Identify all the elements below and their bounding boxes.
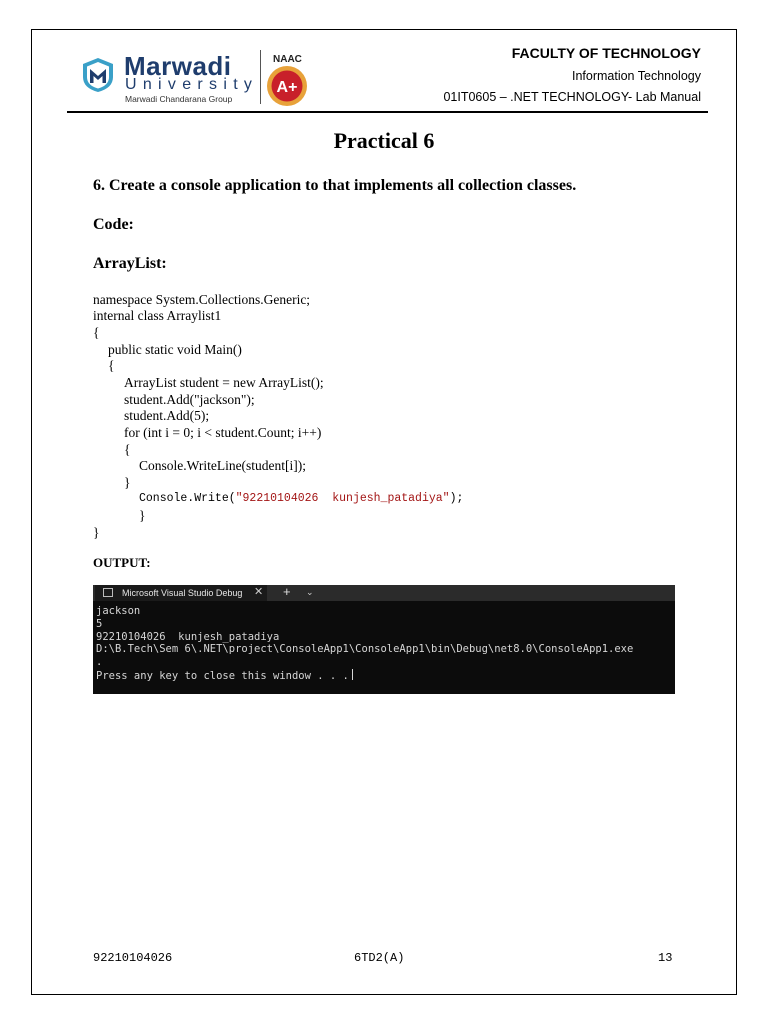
faculty-name: FACULTY OF TECHNOLOGY: [511, 45, 701, 61]
terminal-icon: [103, 588, 113, 597]
code-token: Console.Write(: [139, 492, 236, 505]
university-logo: [80, 50, 310, 106]
code-line: for (int i = 0; i < student.Count; i++): [124, 425, 322, 440]
code-heading: Code:: [93, 216, 134, 233]
new-tab-icon[interactable]: +: [283, 585, 291, 599]
code-line: {: [93, 325, 100, 340]
logo-group: Marwadi Chandarana Group: [125, 94, 233, 104]
console-prompt-text: Press any key to close this window . . .: [96, 669, 349, 682]
code-line: ArrayList student = new ArrayList();: [124, 375, 324, 390]
department-name: Information Technology: [571, 69, 701, 83]
console-output: [96, 605, 633, 682]
chevron-down-icon[interactable]: ⌄: [306, 587, 314, 597]
naac-grade: A+: [276, 79, 298, 96]
text-cursor: [352, 669, 353, 680]
naac-label: NAAC: [273, 54, 302, 65]
page-title: Practical 6: [333, 128, 435, 153]
console-tab-bar: [93, 585, 675, 601]
output-label: OUTPUT:: [93, 555, 151, 570]
console-line: 92210104026 kunjesh_patadiya: [96, 630, 280, 643]
logo-divider: [260, 50, 261, 104]
console-line: jackson: [96, 605, 141, 617]
code-line: }: [139, 508, 146, 523]
code-string: "92210104026 kunjesh_patadiya": [235, 492, 450, 505]
logo-name: Marwadi: [124, 51, 232, 81]
logo-subtitle: University: [125, 76, 259, 93]
code-line: {: [124, 442, 131, 457]
code-line: namespace System.Collections.Generic;: [93, 292, 311, 307]
footer-class: 6TD2(A): [354, 951, 405, 965]
code-line: }: [93, 525, 100, 540]
code-line: }: [124, 475, 131, 490]
question-text: 6. Create a console application to that implements all collection classes.: [93, 177, 577, 194]
code-line-write: [139, 490, 463, 507]
console-tab-title: Microsoft Visual Studio Debug: [122, 588, 243, 598]
console-window: [93, 585, 675, 694]
code-token: );: [449, 492, 464, 505]
close-icon[interactable]: ✕: [254, 586, 264, 598]
naac-badge-icon: [266, 65, 308, 107]
code-line: student.Add("jackson");: [124, 392, 255, 407]
console-line: D:\B.Tech\Sem 6\.NET\project\ConsoleApp1\ConsoleApp1\bin\Debug\net8.0\ConsoleApp1.exe: [96, 643, 634, 656]
code-line: public static void Main(): [108, 342, 242, 357]
section-heading: ArrayList:: [93, 255, 167, 272]
code-line: student.Add(5);: [124, 408, 210, 423]
header-rule: [67, 111, 708, 113]
console-line: .: [96, 656, 103, 669]
code-line: internal class Arraylist1: [93, 308, 222, 323]
console-tab[interactable]: [95, 585, 267, 601]
footer-page-number: 13: [658, 951, 673, 965]
footer-enrollment: 92210104026: [93, 951, 173, 965]
university-emblem-icon: [80, 57, 116, 93]
console-line: 5: [96, 617, 103, 630]
code-line: {: [108, 358, 115, 373]
course-name: 01IT0605 – .NET TECHNOLOGY- Lab Manual: [443, 90, 701, 104]
console-line-prompt: [96, 669, 633, 682]
code-line: Console.WriteLine(student[i]);: [139, 458, 307, 473]
page-border: [31, 29, 737, 995]
